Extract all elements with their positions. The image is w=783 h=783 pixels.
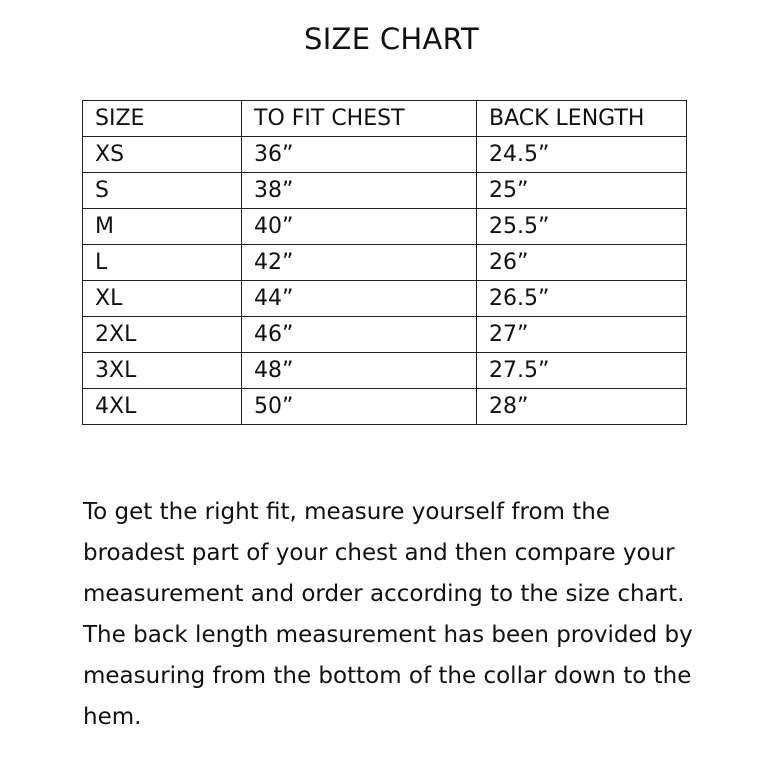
chest-cell: 50” bbox=[242, 389, 477, 425]
table-row bbox=[83, 281, 687, 317]
table-row bbox=[83, 389, 687, 425]
table-body bbox=[83, 137, 687, 425]
page-title: SIZE CHART bbox=[303, 22, 480, 56]
table-row bbox=[83, 245, 687, 281]
back-length-cell: 24.5” bbox=[477, 137, 687, 173]
note-line: broadest part of your chest and then compare your bbox=[83, 540, 675, 566]
size-cell: 4XL bbox=[83, 389, 242, 425]
table-header-row bbox=[83, 101, 687, 137]
back-length-cell: 25.5” bbox=[477, 209, 687, 245]
note-line: measuring from the bottom of the collar down to the bbox=[83, 663, 692, 689]
fit-instructions bbox=[83, 492, 733, 738]
column-header-chest: TO FIT CHEST bbox=[242, 101, 477, 137]
back-length-cell: 26” bbox=[477, 245, 687, 281]
table-row bbox=[83, 317, 687, 353]
table-header bbox=[83, 101, 687, 137]
size-chart-table bbox=[82, 100, 687, 425]
note-line: To get the right fit, measure yourself from the bbox=[83, 499, 610, 525]
chest-cell: 46” bbox=[242, 317, 477, 353]
back-length-cell: 25” bbox=[477, 173, 687, 209]
table-row bbox=[83, 209, 687, 245]
back-length-cell: 26.5” bbox=[477, 281, 687, 317]
size-cell: M bbox=[83, 209, 242, 245]
back-length-cell: 28” bbox=[477, 389, 687, 425]
size-cell: S bbox=[83, 173, 242, 209]
chest-cell: 36” bbox=[242, 137, 477, 173]
chest-cell: 42” bbox=[242, 245, 477, 281]
column-header-size: SIZE bbox=[83, 101, 242, 137]
size-cell: L bbox=[83, 245, 242, 281]
chest-cell: 48” bbox=[242, 353, 477, 389]
size-cell: 3XL bbox=[83, 353, 242, 389]
back-length-cell: 27” bbox=[477, 317, 687, 353]
table-row bbox=[83, 173, 687, 209]
chest-cell: 38” bbox=[242, 173, 477, 209]
table-row bbox=[83, 137, 687, 173]
back-length-cell: 27.5” bbox=[477, 353, 687, 389]
chest-cell: 40” bbox=[242, 209, 477, 245]
note-line: The back length measurement has been provided by bbox=[83, 622, 693, 648]
table-row bbox=[83, 353, 687, 389]
size-cell: XL bbox=[83, 281, 242, 317]
column-header-back-length: BACK LENGTH bbox=[477, 101, 687, 137]
chest-cell: 44” bbox=[242, 281, 477, 317]
size-cell: 2XL bbox=[83, 317, 242, 353]
size-cell: XS bbox=[83, 137, 242, 173]
note-line: measurement and order according to the size chart. bbox=[83, 581, 685, 607]
note-line: hem. bbox=[83, 704, 142, 730]
